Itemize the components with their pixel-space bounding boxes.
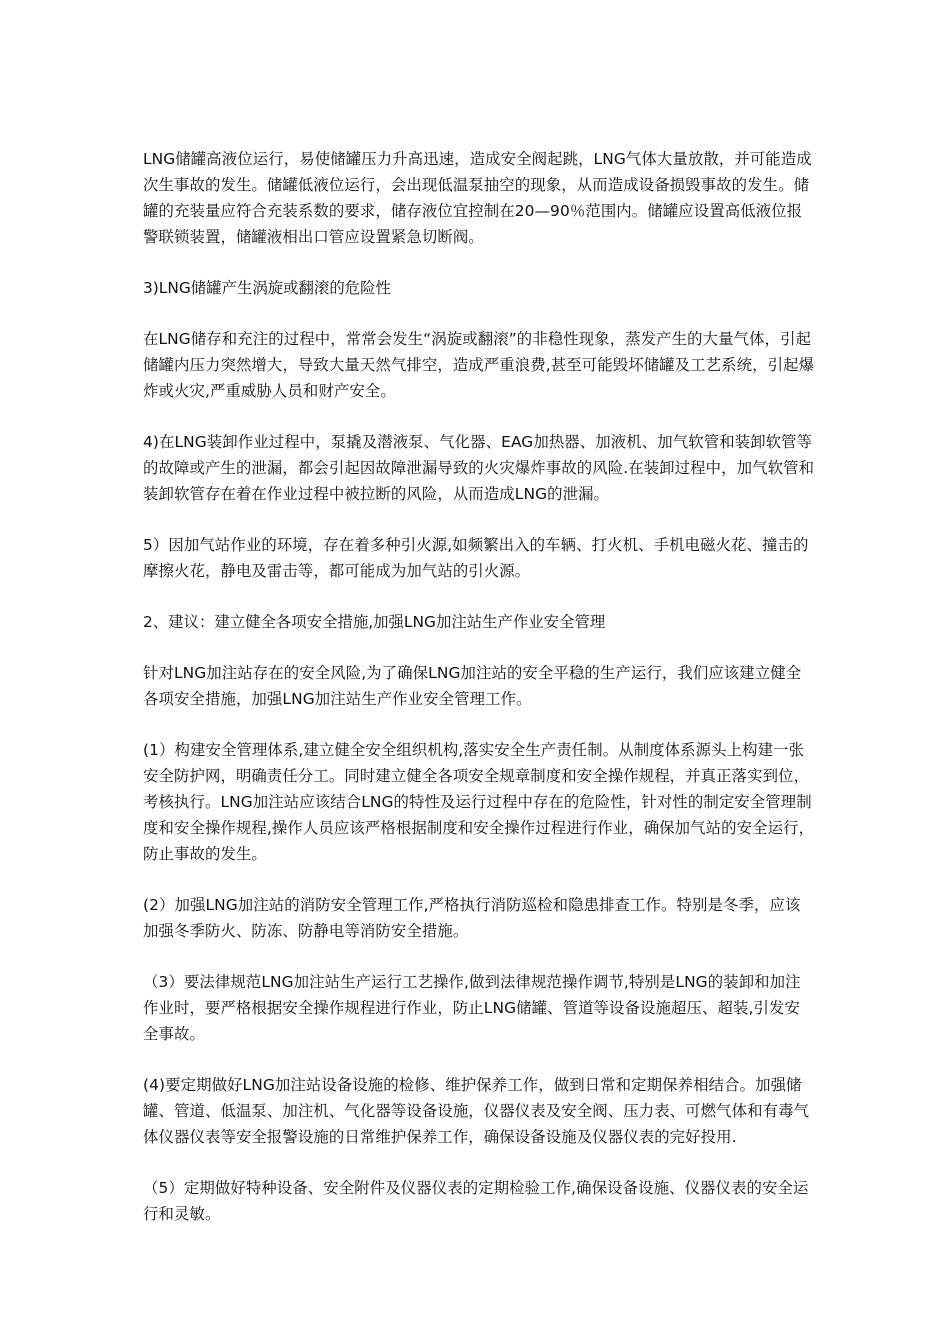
- paragraph-tank-level-risk: LNG储罐高液位运行，易使储罐压力升高迅速，造成安全阀起跳，LNG气体大量放散，并可能造成次生事故的发生。储罐低液位运行，会出现低温泵抽空的现象，从而造成设备损毁事故的发生。储罐的充装量应符合充装系数的要求，储存液位宜控制在20—90％范围内。储罐应设置高低液位报警联锁装置，储罐液相出口管应设置紧急切断阀。: [143, 150, 812, 246]
- paragraph-safety-system: (1）构建安全管理体系,建立健全安全组织机构,落实安全生产责任制。从制度体系源头上构建一张安全防护网，明确责任分工。同时建立健全各项安全规章制度和安全操作规程，并真正落实到位，考核执行。LNG加注站应该结合LNG的特性及运行过程中存在的危险性，针对性的制定安全管理制度和安全操作规程,操作人员应该严格根据制度和安全操作过程进行作业，确保加气站的安全运行，防止事故的发生。: [143, 741, 815, 863]
- paragraph-process-operation: （3）要法律规范LNG加注站生产运行工艺操作,做到法律规范操作调节,特别是LNG的装卸和加注作业时，要严格根据安全操作规程进行作业，防止LNG储罐、管道等设备设施超压、超装,引发安全事故。: [143, 973, 801, 1043]
- paragraph-inspection: （5）定期做好特种设备、安全附件及仪器仪表的定期检验工作,确保设备设施、仪器仪表的安全运行和灵敏。: [143, 1179, 809, 1223]
- paragraph-loading-unloading-risk: 4)在LNG装卸作业过程中，泵撬及潜液泵、气化器、EAG加热器、加液机、加气软管和装卸软管等的故障或产生的泄漏，都会引起因故障泄漏导致的火灾爆炸事故的风险.在装卸过程中，加气软管和装卸软管存在着在作业过程中被拉断的风险，从而造成LNG的泄漏。: [143, 433, 815, 503]
- paragraph-ignition-sources: 5）因加气站作业的环境，存在着多种引火源,如频繁出入的车辆、打火机、手机电磁火花、撞击的摩擦火花，静电及雷击等，都可能成为加气站的引火源。: [143, 536, 809, 580]
- heading-recommendations: 2、建议：建立健全各项安全措施,加强LNG加注站生产作业安全管理: [143, 613, 606, 631]
- document-body: [143, 146, 815, 1252]
- paragraph-maintenance: (4)要定期做好LNG加注站设备设施的检修、维护保养工作，做到日常和定期保养相结合。加强储罐、管道、低温泵、加注机、气化器等设备设施，仪器仪表及安全阀、压力表、可燃气体和有毒气体仪器仪表等安全报警设施的日常维护保养工作，确保设备设施及仪器仪表的完好投用.: [143, 1076, 810, 1146]
- heading-vortex-rollover-risk: 3)LNG储罐产生涡旋或翻滚的危险性: [143, 279, 391, 297]
- paragraph-vortex-rollover: 在LNG储存和充注的过程中，常常会发生“涡旋或翻滚”的非稳性现象，蒸发产生的大量气体，引起储罐内压力突然增大，导致大量天然气排空，造成严重浪费,甚至可能毁坏储罐及工艺系统，引起爆炸或火灾,严重威胁人员和财产安全。: [143, 330, 815, 400]
- paragraph-recommendations-intro: 针对LNG加注站存在的安全风险,为了确保LNG加注站的安全平稳的生产运行，我们应该建立健全各项安全措施，加强LNG加注站生产作业安全管理工作。: [143, 664, 802, 708]
- paragraph-fire-safety: (2）加强LNG加注站的消防安全管理工作,严格执行消防巡检和隐患排查工作。特别是冬季，应该加强冬季防火、防冻、防静电等消防安全措施。: [143, 896, 801, 940]
